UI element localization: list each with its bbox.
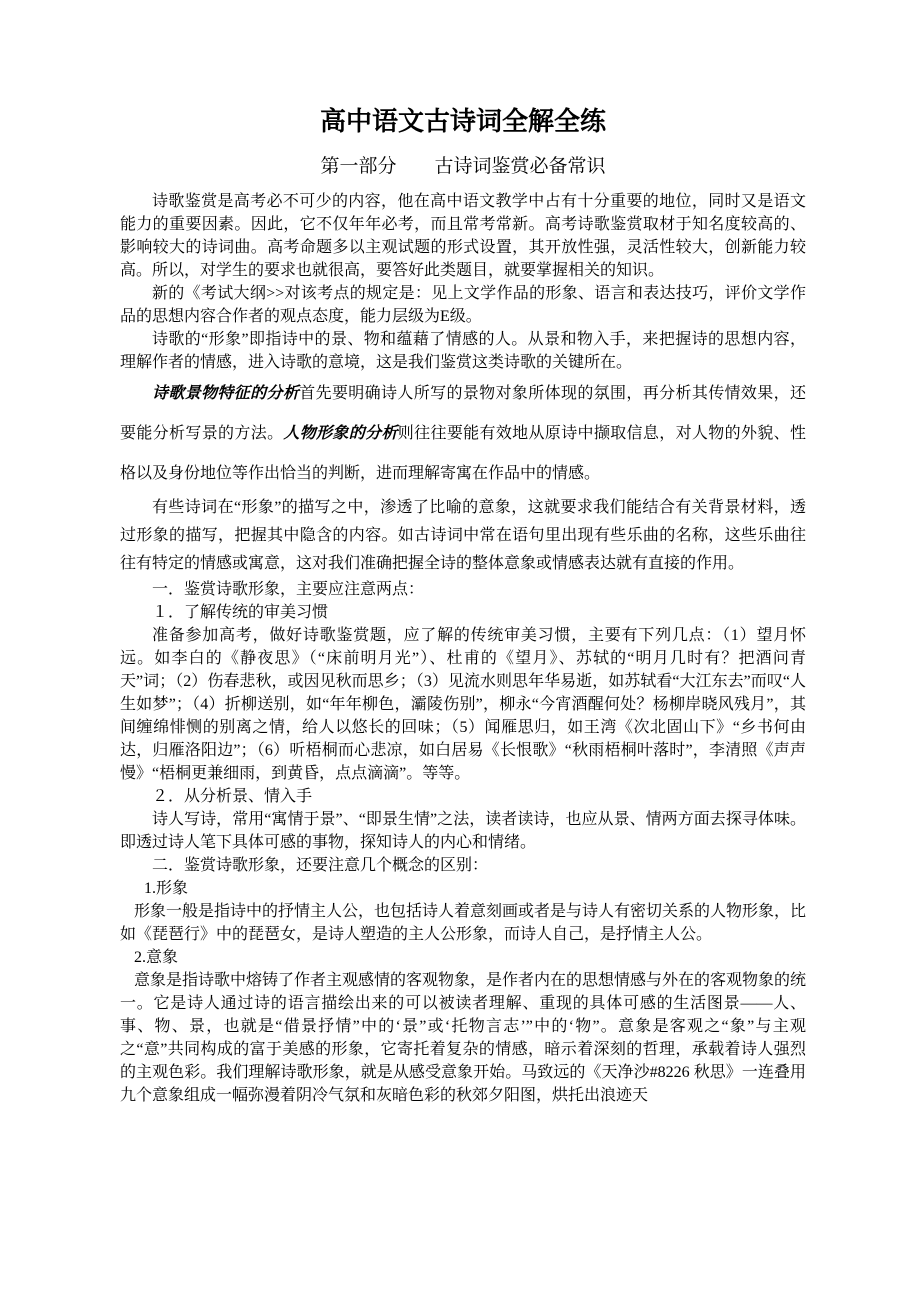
emphasis-character-analysis: 人物形象的分析 [283, 425, 398, 442]
paragraph-scene-emotion: 诗人写诗，常用“寓情于景”、“即景生情”之法，读者读诗，也应从景、情两方面去探寻体味。即透过诗人笔下具体可感的事物，探知诗人的内心和情绪。 [120, 811, 806, 851]
heading-1-2: ２．从分析景、情入手 [152, 788, 313, 805]
paragraph-exam-outline: 新的《考试大纲>>对该考点的规定是：见上文学作品的形象、语言和表达技巧，评价文学作品的思想内容合作者的观点态度，能力层级为E级。 [120, 285, 806, 325]
heading-2-2: 2.意象 [134, 949, 179, 966]
heading-two: 二．鉴赏诗歌形象，还要注意几个概念的区别： [152, 857, 489, 874]
heading-2-1: 1.形象 [144, 880, 189, 897]
text-scene-analysis: 首先要明确诗人所写的景物对象所体现的氛围，再分析其传情效果，还要能分析写景的方法。 [120, 385, 806, 442]
paragraph-analysis [120, 374, 806, 494]
document-title: 高中语文古诗词全解全练 [319, 107, 606, 136]
heading-one: 一．鉴赏诗歌形象，主要应注意两点： [152, 581, 425, 598]
paragraph-intro: 诗歌鉴赏是高考必不可少的内容，他在高中语文教学中占有十分重要的地位，同时又是语文能力的重要因素。因此，它不仅年年必考，而且常考常新。高考诗歌鉴赏取材于知名度较高的、影响较大的诗词曲。高考命题多以主观试题的形式设置，其开放性强，灵活性较大，创新能力较高。所以，对学生的要求也就很高，要答好此类题目，就要掌握相关的知识。 [120, 193, 806, 279]
heading-1-1: １．了解传统的审美习惯 [152, 604, 329, 621]
paragraph-yixiang: 意象是指诗歌中熔铸了作者主观感情的客观物象，是作者内在的思想情感与外在的客观物象的统一。它是诗人通过诗的语言描绘出来的可以被读者理解、重现的具体可感的生活图景——人、事、物、景，也就是“借景抒情”中的‘景”或‘托物言志’”中的‘物”。意象是客观之“象”与主观之“意”共同构成的富于美感的形象，它寄托着复杂的情感，暗示着深刻的哲理，承载着诗人强烈的主观色彩。我们理解诗歌形象，就是从感受意象开始。马致远的《天净沙#8226 秋思》一连叠用九个意象组成一幅弥漫着阴冷气氛和灰暗色彩的秋郊夕阳图，烘托出浪迹天 [120, 972, 807, 1104]
paragraph-aesthetic-habits: 准备参加高考，做好诗歌鉴赏题，应了解的传统审美习惯，主要有下列几点：（1）望月怀远。如李白的《静夜思》（“床前明月光”）、杜甫的《望月》、苏轼的“明月几时有？把酒问青天”词；（2）伤春悲秋，或因见秋而思乡；（3）见流水则思年华易逝，如苏轼看“大江东去”而叹“人生如梦”；（4）折柳送别，如“年年柳色，灞陵伤别”，柳永“今宵酒醒何处？杨柳岸晓风残月”，其间缠绵悱恻的别离之情，给人以悠长的回味；（5）闻雁思归，如王湾《次北固山下》“乡书何由达，归雁洛阳边”；（6）听梧桐而心悲凉，如白居易《长恨歌》“秋雨梧桐叶落时”，李清照《声声慢》“梧桐更兼细雨，到黄昏，点点滴滴”。等等。 [120, 627, 806, 782]
text-character-analysis: 则往往要能有效地从原诗中撷取信息，对人物的外貌、性格以及身份地位等作出恰当的判断，进而理解寄寓在作品中的情感。 [120, 425, 806, 482]
emphasis-scene-analysis: 诗歌景物特征的分析 [152, 385, 300, 402]
paragraph-metaphor: 有些诗词在“形象”的描写之中，渗透了比喻的意象，这就要求我们能结合有关背景材料，透过形象的描写，把握其中隐含的内容。如古诗词中常在语句里出现有些乐曲的名称，这些乐曲往往有特定的情感或寓意，这对我们准确把握全诗的整体意象或情感表达就有直接的作用。 [120, 499, 806, 572]
paragraph-xingxiang: 形象一般是指诗中的抒情主人公，也包括诗人着意刻画或者是与诗人有密切关系的人物形象，比如《琵琶行》中的琵琶女，是诗人塑造的主人公形象，而诗人自己，是抒情主人公。 [120, 903, 807, 943]
section-heading: 第一部分 古诗词鉴赏必备常识 [320, 156, 606, 177]
paragraph-image-definition: 诗歌的“形象”即指诗中的景、物和蕴藉了情感的人。从景和物入手，来把握诗的思想内容，理解作者的情感，进入诗歌的意境，这是我们鉴赏这类诗歌的关键所在。 [120, 331, 806, 371]
